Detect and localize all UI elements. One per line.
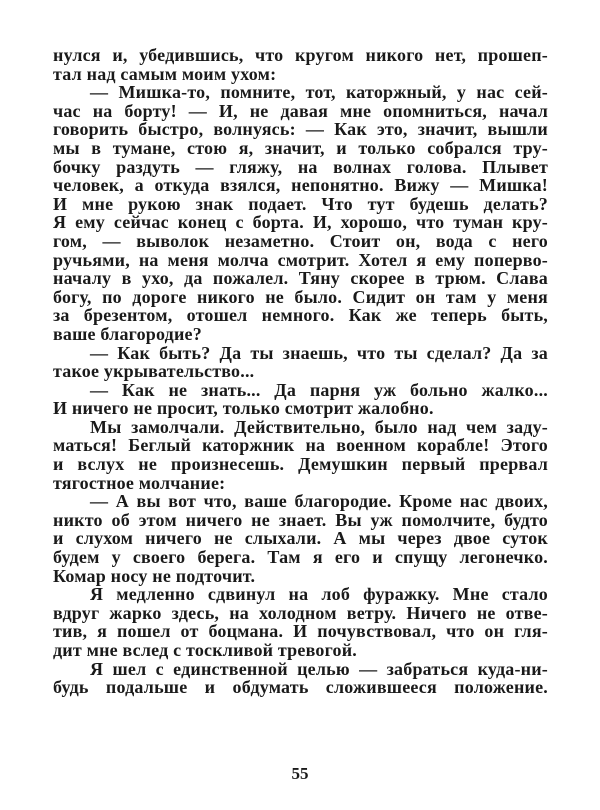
book-page-text (53, 46, 548, 697)
text-line: И мне рукою знак подает. Что тут будешь делать? (53, 193, 548, 214)
text-line: маться! Беглый каторжник на военном корабле! Этого (53, 435, 548, 456)
text-line: гом, — выволок незаметно. Стоит он, вода с него (53, 230, 548, 251)
text-line: и слухом ничего не слыхали. А мы через двое суток (53, 528, 548, 549)
text-line: — Как не знать... Да парня уж больно жалко... (90, 379, 548, 400)
text-line: тив, я пошел от боцмана. И почувствовал, что он гля- (53, 621, 548, 642)
text-line: и вслух не произнесешь. Демушкин первый прервал (53, 454, 548, 475)
text-line: будем у своего берега. Там я его и спущу легонечко. (53, 547, 548, 568)
text-line: за брезентом, отошел немного. Как же теперь быть, (53, 305, 548, 326)
text-line: мы в тумане, стою я, значит, и только собрался тру- (53, 137, 548, 158)
text-line: — Как быть? Да ты знаешь, что ты сделал? Да за (90, 342, 548, 363)
text-line: нулся и, убедившись, что кругом никого нет, прошеп- (53, 45, 548, 65)
text-line: Я шел с единственной целью — забраться куда-ни- (90, 658, 548, 679)
text-line: Я медленно сдвинул на лоб фуражку. Мне стало (90, 584, 548, 605)
page-number: 55 (291, 764, 309, 783)
text-line: — Мишка-то, помните, тот, каторжный, у нас сей- (90, 82, 548, 103)
text-line: тал над самым моим ухом: (53, 63, 277, 84)
text-line: бочку раздуть — гляжу, на волнах голова. Плывет (53, 156, 548, 177)
text-line: никто об этом ничего не знает. Вы уж помолчите, будто (53, 509, 548, 530)
text-line: человек, а откуда взялся, непонятно. Вижу — Мишка! (53, 175, 548, 196)
text-line: богу, по дороге никого не было. Сидит он там у меня (53, 286, 548, 307)
text-line: — А вы вот что, ваше благородие. Кроме нас двоих, (90, 491, 548, 512)
text-line: Я ему сейчас конец с борта. И, хорошо, что туман кру- (53, 212, 548, 233)
text-line: час на борту! — И, не давая мне опомниться, начал (53, 100, 548, 121)
text-line: тягостное молчание: (53, 472, 226, 493)
text-line: будь подальше и обдумать сложившееся положение. (53, 677, 548, 698)
text-line: И ничего не просит, только смотрит жалобно. (53, 398, 434, 419)
text-line: началу в ухо, да пожалел. Тяну скорее в трюм. Слава (53, 268, 548, 289)
text-line: вдруг жарко здесь, на холодном ветру. Ничего не отве- (53, 602, 548, 623)
text-line: Комар носу не подточит. (53, 565, 256, 586)
text-line: Мы замолчали. Действительно, было над чем заду- (90, 416, 548, 437)
text-line: дит мне вслед с тоскливой тревогой. (53, 640, 357, 660)
text-line: ваше благородие? (53, 323, 202, 344)
text-line: ручьями, на меня молча смотрит. Хотел я ему поперво- (53, 249, 548, 270)
text-line: говорить быстро, волнуясь: — Как это, значит, вышли (53, 119, 548, 140)
text-line: такое укрывательство... (53, 361, 255, 382)
